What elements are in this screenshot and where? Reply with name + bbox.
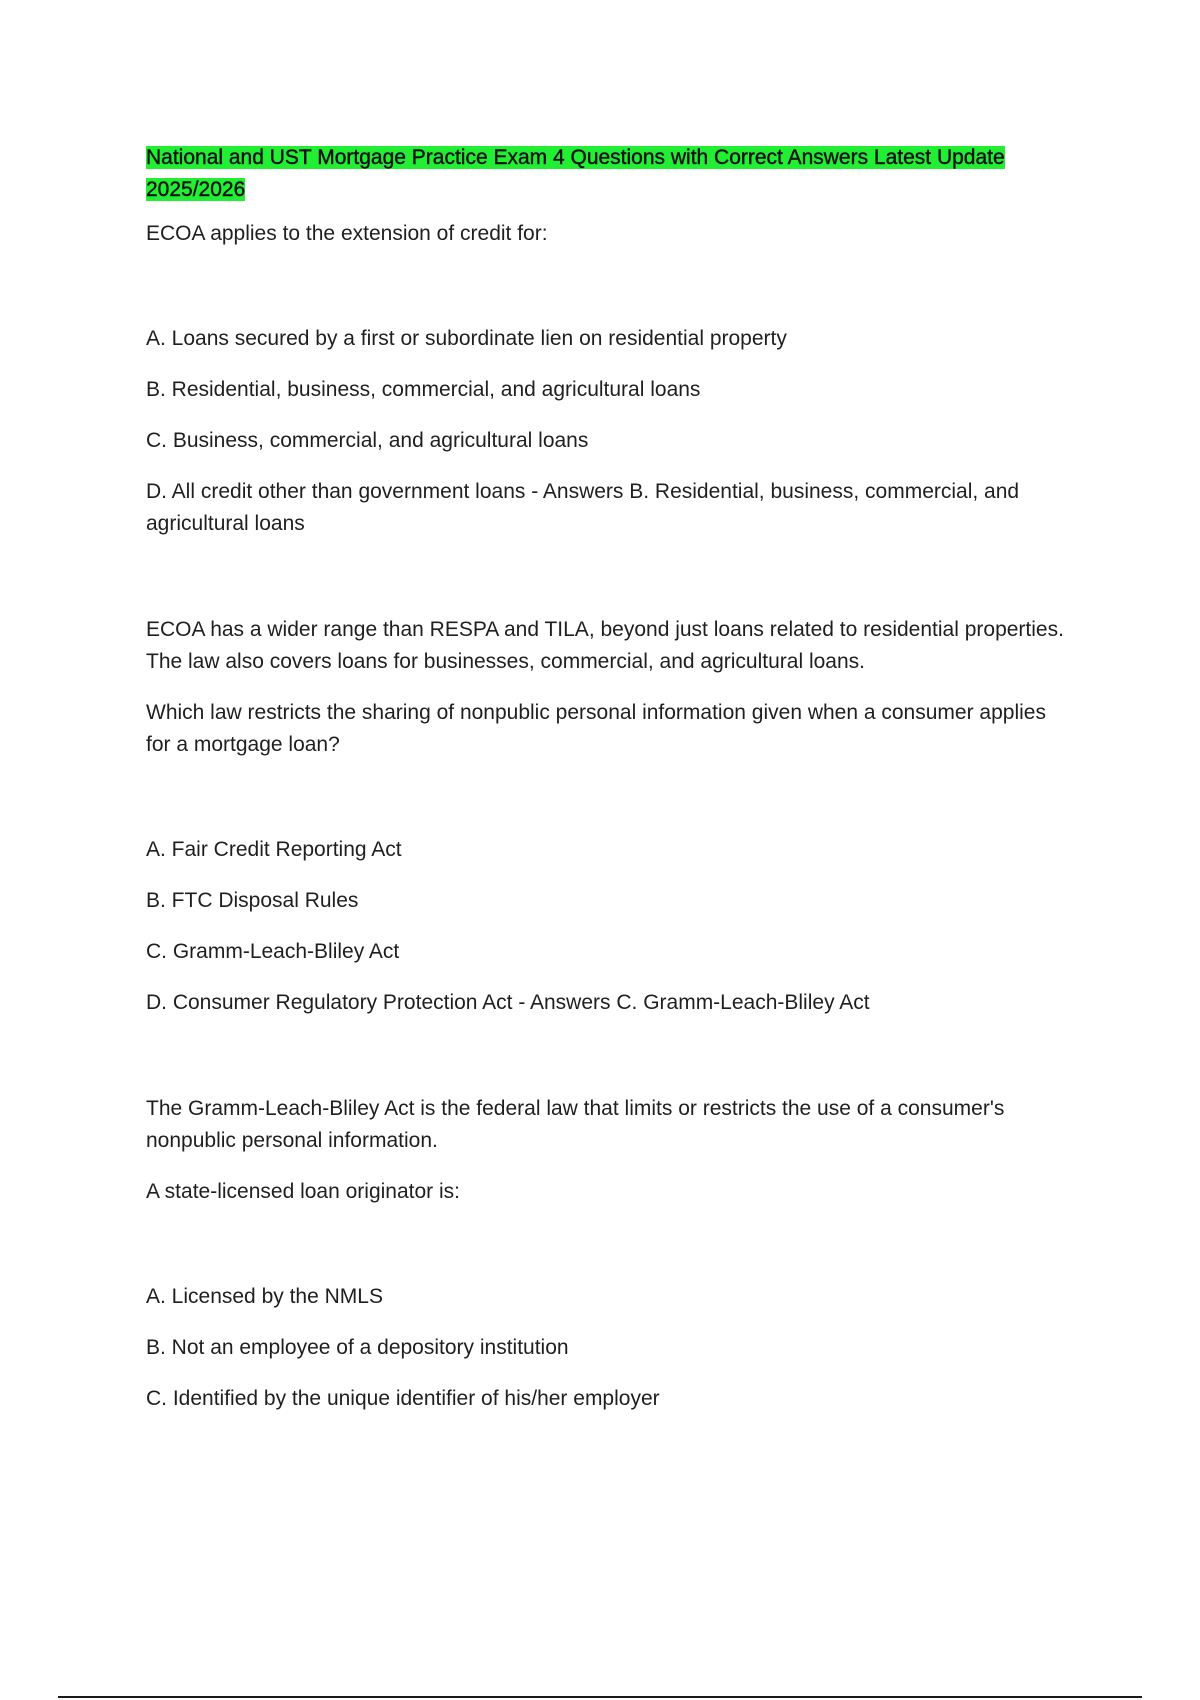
question-1-text: ECOA applies to the extension of credit for: [146, 222, 548, 245]
question-3-option-c: C. Identified by the unique identifier of his/her employer [146, 1387, 660, 1410]
question-3-option-b: B. Not an employee of a depository institution [146, 1336, 569, 1359]
question-2-option-c: C. Gramm-Leach-Bliley Act [146, 940, 400, 963]
question-1-option-a: A. Loans secured by a first or subordinate lien on residential property [146, 327, 787, 350]
page-bottom-rule [58, 1696, 1142, 1698]
question-2-options [146, 834, 1066, 1019]
question-3 [146, 1176, 1066, 1415]
question-2-option-d-answer: D. Consumer Regulatory Protection Act - Answers C. Gramm-Leach-Bliley Act [146, 991, 870, 1014]
question-1-option-c: C. Business, commercial, and agricultural loans [146, 429, 589, 452]
question-2-option-a: A. Fair Credit Reporting Act [146, 838, 402, 861]
document-page [146, 142, 1066, 1489]
question-2 [146, 697, 1066, 1157]
question-2-explanation: The Gramm-Leach-Bliley Act is the federal law that limits or restricts the use of a consumer's nonpublic personal information. [146, 1097, 1005, 1152]
question-1 [146, 218, 1066, 678]
question-2-option-b: B. FTC Disposal Rules [146, 889, 359, 912]
question-3-options [146, 1281, 1066, 1415]
question-1-options [146, 323, 1066, 540]
question-1-explanation: ECOA has a wider range than RESPA and TILA, beyond just loans related to residential properties. The law also covers loans for businesses, commercial, and agricultural loans. [146, 618, 1064, 673]
question-1-option-d-answer: D. All credit other than government loans - Answers B. Residential, business, commercial, and agricultural loans [146, 480, 1020, 535]
document-title [146, 142, 1066, 206]
question-2-text: Which law restricts the sharing of nonpublic personal information given when a consumer applies for a mortgage loan? [146, 701, 1046, 756]
document-title-highlight: National and UST Mortgage Practice Exam 4 Questions with Correct Answers Latest Update 2025/2026 [146, 146, 1005, 201]
question-3-text: A state-licensed loan originator is: [146, 1180, 461, 1203]
question-1-option-b: B. Residential, business, commercial, and agricultural loans [146, 378, 701, 401]
question-3-option-a: A. Licensed by the NMLS [146, 1285, 383, 1308]
